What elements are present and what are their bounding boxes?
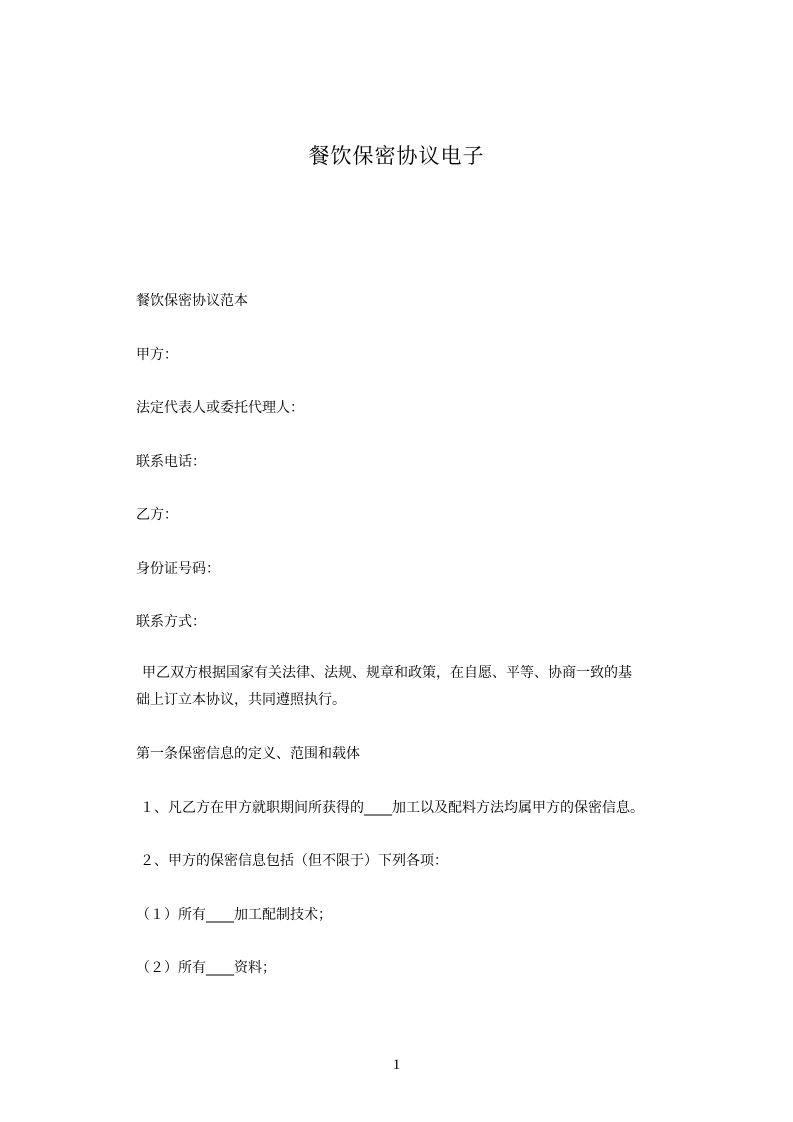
clause-2-item-1: （１）所有____加工配制技术； (136, 907, 332, 923)
id-number-field: 身份证号码： (136, 561, 220, 577)
party-b-contact-field: 联系方式： (136, 614, 206, 630)
clause-1: １、凡乙方在甲方就职期间所获得的____加工以及配料方法均属甲方的保密信息。 (140, 800, 644, 816)
article-1-heading: 第一条保密信息的定义、范围和载体 (136, 746, 360, 762)
page-title: 餐饮保密协议电子 (308, 144, 485, 168)
page-number: 1 (392, 1057, 401, 1073)
document-subtitle: 餐饮保密协议范本 (136, 293, 248, 309)
preamble-line-2: 础上订立本协议，共同遵照执行。 (136, 692, 346, 708)
party-a-phone-field: 联系电话： (136, 454, 206, 470)
preamble-line-1: 甲乙双方根据国家有关法律、法规、规章和政策，在自愿、平等、协商一致的基 (142, 665, 632, 681)
legal-representative-field: 法定代表人或委托代理人： (136, 400, 304, 416)
party-a-field: 甲方： (136, 347, 178, 363)
party-b-field: 乙方： (136, 507, 178, 523)
preamble-paragraph (136, 660, 704, 714)
clause-2: ２、甲方的保密信息包括（但不限于）下列各项： (140, 853, 448, 869)
clause-2-item-2: （２）所有____资料； (136, 960, 276, 976)
